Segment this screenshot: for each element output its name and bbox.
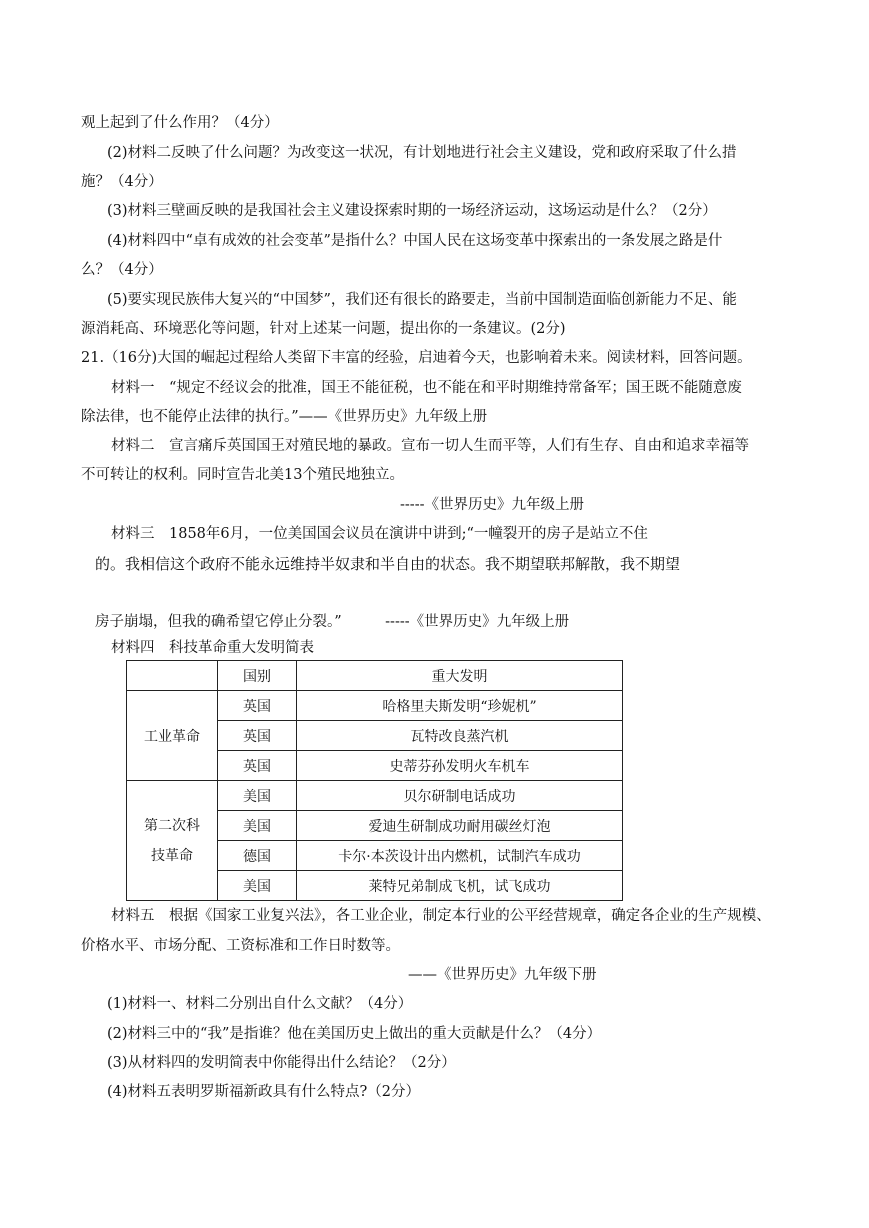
question-2: (2)材料二反映了什么问题？为改变这一状况，有计划地进行社会主义建设，党和政府采取了什么措 — [107, 145, 737, 161]
text-line: 施？（4分） — [81, 174, 163, 190]
source-citation: ——《世界历史》九年级下册 — [408, 967, 597, 983]
group-label-line: 第二次科 — [144, 817, 200, 834]
source-citation: -----《世界历史》九年级上册 — [400, 497, 584, 513]
country-cell: 美国 — [218, 811, 297, 841]
table-header-cell: 重大发明 — [297, 661, 623, 691]
country-cell: 美国 — [218, 871, 297, 901]
invention-cell: 贝尔研制电话成功 — [297, 781, 623, 811]
question-5: (5)要实现民族伟大复兴的“中国梦”，我们还有很长的路要走，当前中国制造面临创新能力不足、能 — [107, 292, 737, 308]
invention-cell: 瓦特改良蒸汽机 — [297, 721, 623, 751]
sub-question-2: (2)材料三中的“我”是指谁？他在美国历史上做出的重大贡献是什么？（4分） — [107, 1026, 602, 1042]
table-header-cell: 国别 — [218, 661, 297, 691]
invention-table — [126, 660, 623, 901]
country-cell: 英国 — [218, 691, 297, 721]
invention-cell: 卡尔·本茨设计出内燃机，试制汽车成功 — [297, 841, 623, 871]
sub-question-4: (4)材料五表明罗斯福新政具有什么特点?（2分） — [107, 1084, 421, 1100]
material-1: 材料一 “规定不经议会的批准，国王不能征税，也不能在和平时期维持常备军；国王既不能随意废 — [111, 380, 742, 396]
material-2: 材料二 宣言痛斥英国国王对殖民地的暴政。宣布一切人生而平等，人们有生存、自由和追求幸福等 — [111, 438, 749, 454]
text-line: 不可转让的权利。同时宣告北美13个殖民地独立。 — [81, 467, 404, 483]
text-line: 除法律，也不能停止法律的执行。”——《世界历史》九年级上册 — [81, 409, 488, 425]
group-second-tech-revolution — [127, 781, 218, 901]
text-line: 房子崩塌，但我的确希望它停止分裂。” -----《世界历史》九年级上册 — [95, 614, 570, 630]
text-line: 的。我相信这个政府不能永远维持半奴隶和半自由的状态。我不期望联邦解散，我不期望 — [95, 555, 681, 573]
invention-cell: 爱迪生研制成功耐用碳丝灯泡 — [297, 811, 623, 841]
question-4: (4)材料四中“卓有成效的社会变革”是指什么？中国人民在这场变革中探索出的一条发展之路是什 — [107, 233, 723, 249]
text-line: 源消耗高、环境恶化等问题，针对上述某一问题，提出你的一条建议。(2分) — [81, 321, 566, 337]
question-21-heading: 21.（16分)大国的崛起过程给人类留下丰富的经验，启迪着今天，也影响着未来。阅读材料，回答问题。 — [81, 350, 752, 366]
invention-cell: 莱特兄弟制成飞机，试飞成功 — [297, 871, 623, 901]
invention-cell: 哈格里夫斯发明“珍妮机” — [297, 691, 623, 721]
group-label-line: 技革命 — [151, 847, 193, 864]
table-header-cell — [127, 661, 218, 691]
text-line: 么？（4分） — [81, 262, 163, 278]
country-cell: 英国 — [218, 751, 297, 781]
question-3: (3)材料三壁画反映的是我国社会主义建设探索时期的一场经济运动，这场运动是什么？（2分） — [107, 203, 717, 219]
country-cell: 英国 — [218, 721, 297, 751]
country-cell: 德国 — [218, 841, 297, 871]
material-3: 材料三 1858年6月，一位美国国会议员在演讲中讲到;“一幢裂开的房子是站立不住 — [111, 526, 648, 542]
group-industrial-revolution: 工业革命 — [127, 691, 218, 781]
material-5: 材料五 根据《国家工业复兴法》，各工业企业，制定本行业的公平经营规章，确定各企业的生产规模、 — [111, 908, 771, 924]
sub-question-3: (3)从材料四的发明简表中你能得出什么结论？（2分） — [107, 1055, 456, 1071]
material-4-title: 材料四 科技革命重大发明简表 — [111, 640, 314, 656]
country-cell: 美国 — [218, 781, 297, 811]
invention-cell: 史蒂芬孙发明火车机车 — [297, 751, 623, 781]
text-line: 观上起到了什么作用？（4分） — [81, 115, 279, 131]
text-line: 价格水平、市场分配、工资标准和工作日时数等。 — [81, 938, 400, 954]
sub-question-1: (1)材料一、材料二分别出自什么文献？（4分） — [107, 996, 413, 1012]
